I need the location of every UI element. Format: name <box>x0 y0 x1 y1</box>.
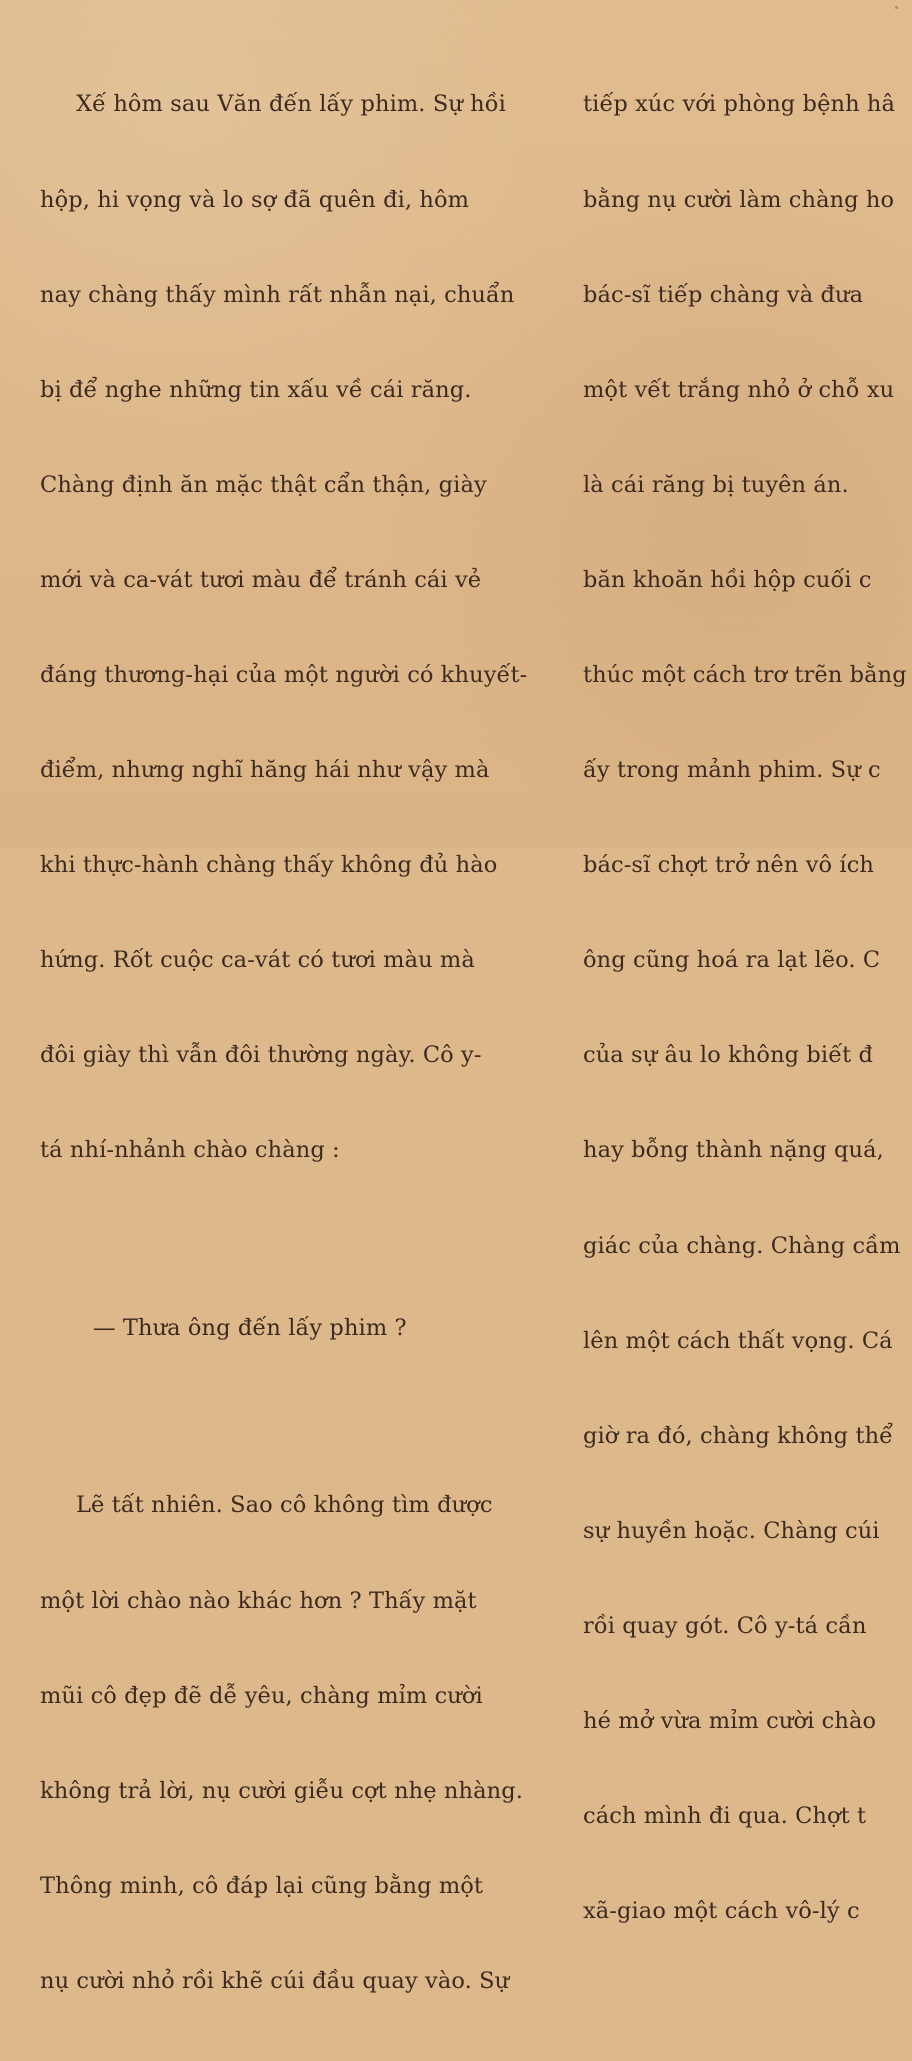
paragraph-line: nay chàng thấy mình rất nhẫn nại, chuẩn <box>40 281 515 308</box>
paragraph-line: ông cũng hoá ra lạt lẽo. C <box>583 947 881 974</box>
paragraph-gap <box>40 1408 552 1427</box>
paragraph-line: xã-giao một cách vô-lý c <box>583 1898 860 1925</box>
paragraph-line: hứng. Rốt cuộc ca-vát có tươi màu mà <box>40 947 475 974</box>
paragraph-line: tá nhí-nhảnh chào chàng : <box>40 1137 340 1164</box>
paragraph-line: hộp, hi vọng và lo sợ đã quên đi, hôm <box>40 186 470 213</box>
paragraph-line: cách mình đi qua. Chợt t <box>583 1803 867 1830</box>
paragraph-gap <box>40 1231 552 1250</box>
paragraph-line: Lẽ tất nhiên. Sao cô không tìm được <box>76 1492 493 1519</box>
paragraph-line: lên một cách thất vọng. Cá <box>583 1327 893 1354</box>
paragraph-line: băn khoăn hồi hộp cuối c <box>583 566 872 593</box>
paragraph-line: là cái răng bị tuyên án. <box>583 471 849 498</box>
paragraph-line: hé mở vừa mỉm cười chào <box>583 1708 877 1734</box>
paragraph-line: giờ ra đó, chàng không thể <box>583 1422 894 1449</box>
paragraph-line: bác-sĩ tiếp chàng và đưa <box>583 281 864 308</box>
paragraph-line: tiếp xúc với phòng bệnh hâ <box>583 91 896 118</box>
paragraph-line: một lời chào nào khác hơn ? Thấy mặt <box>40 1587 477 1614</box>
paragraph-line: một vết trắng nhỏ ở chỗ xu <box>583 376 895 403</box>
left-text-column <box>40 26 552 2061</box>
paragraph-line: mũi cô đẹp đẽ dễ yêu, chàng mỉm cười <box>40 1682 483 1709</box>
paragraph-line: giác của chàng. Chàng cầm <box>583 1232 901 1259</box>
paragraph-line: ấy trong mảnh phim. Sự c <box>583 757 881 784</box>
paragraph-line: Chàng định ăn mặc thật cẩn thận, giày <box>40 471 487 498</box>
ink-speck <box>895 6 898 9</box>
paragraph-line: mới và ca-vát tươi màu để tránh cái vẻ <box>40 566 482 593</box>
paragraph-line: của sự âu lo không biết đ <box>583 1042 874 1069</box>
right-text-column <box>583 26 912 1991</box>
paragraph-line: Thông minh, cô đáp lại cũng bằng một <box>40 1872 484 1899</box>
paragraph-line: thúc một cách trơ trẽn bằng <box>583 661 907 688</box>
paragraph-line: nụ cười nhỏ rồi khẽ cúi đầu quay vào. Sự <box>40 1967 510 1994</box>
paragraph-line: không trả lời, nụ cười giễu cợt nhẹ nhàng. <box>40 1777 523 1804</box>
dialogue-line: — Thưa ông đến lấy phim ? <box>93 1314 407 1341</box>
paragraph-line: rồi quay gót. Cô y-tá cần <box>583 1612 867 1639</box>
paragraph-line: bác-sĩ chợt trở nên vô ích <box>583 852 874 879</box>
paragraph-line: khi thực-hành chàng thấy không đủ hào <box>40 852 498 879</box>
paragraph-line: điểm, nhưng nghĩ hăng hái như vậy mà <box>40 757 490 784</box>
paragraph-line: Xế hôm sau Văn đến lấy phim. Sự hồi <box>76 91 506 118</box>
paragraph-line: sự huyền hoặc. Chàng cúi <box>583 1517 880 1544</box>
paragraph-line: đôi giày thì vẫn đôi thường ngày. Cô y- <box>40 1042 482 1069</box>
paragraph-line: hay bỗng thành nặng quá, <box>583 1137 884 1164</box>
paragraph-line: đáng thương-hại của một người có khuyết- <box>40 661 528 688</box>
paragraph-line: bằng nụ cười làm chàng ho <box>583 186 895 213</box>
paragraph-line: bị để nghe những tin xấu về cái răng. <box>40 376 472 403</box>
